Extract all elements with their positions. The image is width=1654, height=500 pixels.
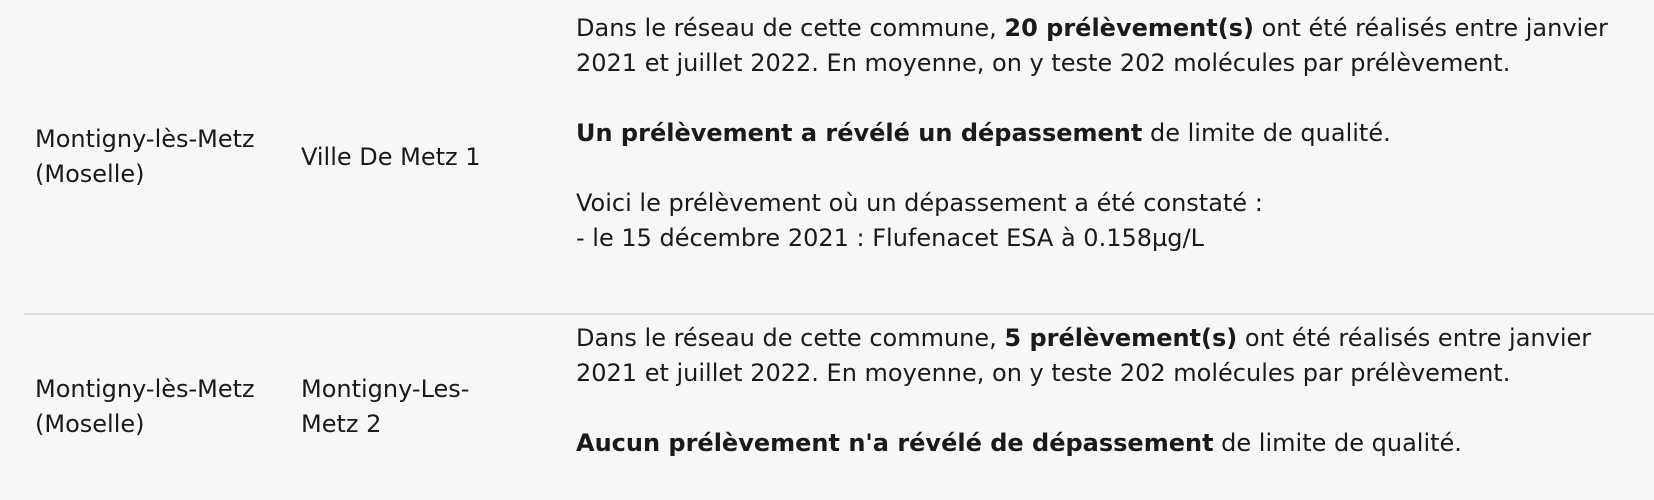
summary-text: [576, 316, 1636, 391]
summary-suffix: ont été réalisés entre janvier 2021 et juillet 2022. En moyenne, on y teste 202 molécules par prélèvement.: [576, 14, 1608, 77]
network-name: Ville De Metz 1: [301, 142, 481, 171]
sample-count: 5 prélèvement(s): [1004, 324, 1238, 352]
summary-prefix: Dans le réseau de cette commune,: [576, 14, 1005, 42]
detail-cell: [576, 11, 1636, 256]
sample-count: 20 prélèvement(s): [1004, 14, 1254, 42]
result-rest: de limite de qualité.: [1213, 429, 1462, 457]
network-name: Montigny-Les-Metz 2: [301, 375, 470, 438]
summary-prefix: Dans le réseau de cette commune,: [576, 324, 1005, 352]
summary-suffix: ont été réalisés entre janvier 2021 et juillet 2022. En moyenne, on y teste 202 molécules par prélèvement.: [576, 324, 1592, 387]
detail-cell: [576, 316, 1636, 461]
details-item: - le 15 décembre 2021 : Flufenacet ESA à 0.158µg/L: [576, 224, 1204, 252]
result-rest: de limite de qualité.: [1142, 119, 1391, 147]
commune-cell: [35, 314, 255, 500]
network-cell: [301, 0, 521, 314]
commune-cell: [35, 0, 255, 314]
details-text: [576, 186, 1636, 256]
commune-name: Montigny-lès-Metz (Moselle): [35, 125, 255, 188]
summary-text: [576, 11, 1636, 81]
network-cell: [301, 314, 521, 500]
result-text: [576, 426, 1636, 461]
result-text: [576, 116, 1636, 151]
result-bold: Aucun prélèvement n'a révélé de dépassement: [576, 429, 1214, 457]
commune-name: Montigny-lès-Metz (Moselle): [35, 375, 255, 438]
details-intro: Voici le prélèvement où un dépassement a été constaté :: [576, 189, 1263, 217]
result-bold: Un prélèvement a révélé un dépassement: [576, 119, 1143, 147]
